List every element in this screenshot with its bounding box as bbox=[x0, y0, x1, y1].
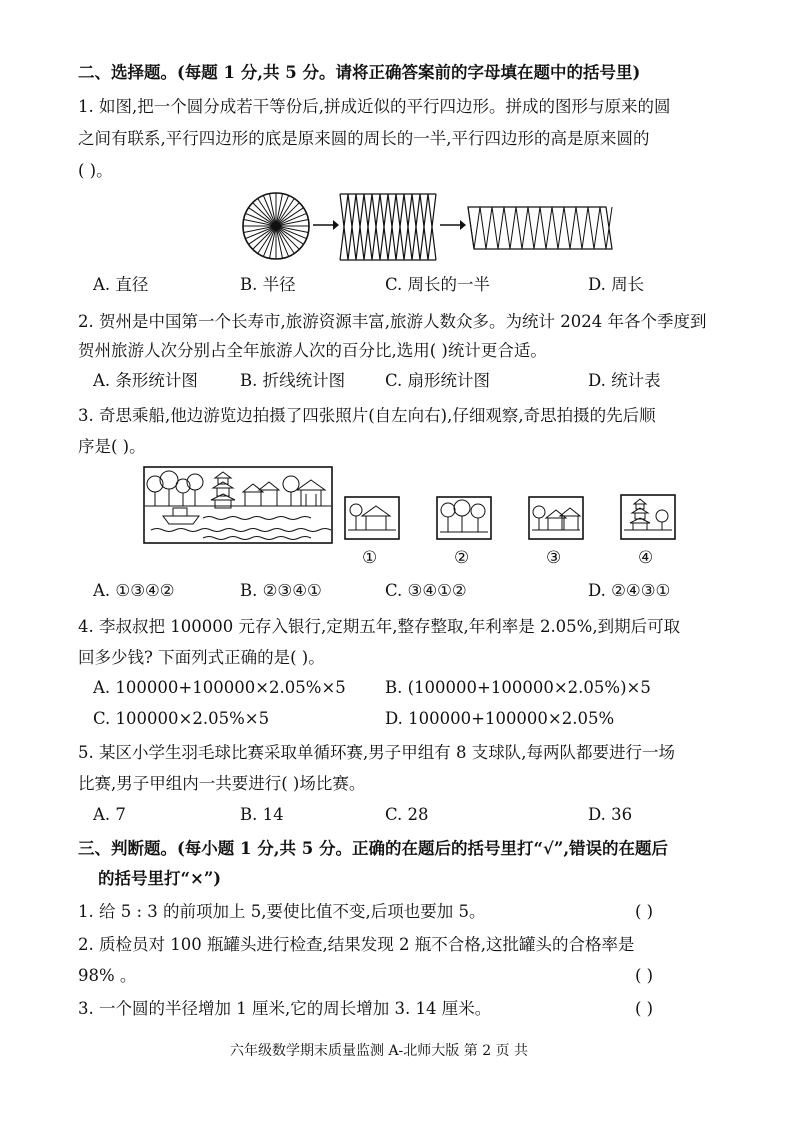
photo-3-houses bbox=[528, 496, 584, 540]
q4-line-1: 4. 李叔叔把 100000 元存入银行,定期五年,整存整取,年利率是 2.05%,到期后可取 bbox=[78, 617, 681, 636]
q4-option-a[interactable]: A. 100000+100000×2.05%×5 bbox=[93, 678, 346, 697]
q4-option-d[interactable]: D. 100000+100000×2.05% bbox=[385, 709, 615, 728]
q5-line-1: 5. 某区小学生羽毛球比赛采取单循环赛,男子甲组有 8 支球队,每两队都要进行一场 bbox=[78, 743, 675, 762]
judge-item-2-line-2: 98% 。 bbox=[78, 966, 137, 985]
q3-option-b[interactable]: B. ②③④① bbox=[240, 581, 322, 600]
section3-heading-line-2: 的括号里打“×”) bbox=[98, 869, 222, 888]
q2-line-2: 贺州旅游人次分别占全年旅游人次的百分比,选用( )统计更合适。 bbox=[78, 341, 547, 360]
photo-4-pagoda bbox=[620, 494, 676, 540]
q4-option-c[interactable]: C. 100000×2.05%×5 bbox=[93, 709, 270, 728]
photo-2-trees bbox=[436, 496, 492, 540]
arrow-right-icon bbox=[313, 218, 339, 232]
q3-option-c[interactable]: C. ③④①② bbox=[385, 581, 467, 600]
q1-option-c[interactable]: C. 周长的一半 bbox=[385, 275, 491, 294]
photo-label-4: ④ bbox=[638, 548, 654, 568]
judge-item-1: 1. 给 5 : 3 的前项加上 5,要使比值不变,后项也要加 5。 bbox=[78, 902, 486, 921]
q3-line-1: 3. 奇思乘船,他边游览边拍摄了四张照片(自左向右),仔细观察,奇思拍摄的先后顺 bbox=[78, 406, 656, 425]
q1-option-a[interactable]: A. 直径 bbox=[93, 275, 149, 294]
q2-option-a[interactable]: A. 条形统计图 bbox=[93, 371, 198, 390]
q4-option-b[interactable]: B. (100000+100000×2.05%)×5 bbox=[385, 678, 651, 697]
page-footer: 六年级数学期末质量监测 A-北师大版 第 2 页 共 bbox=[230, 1043, 528, 1059]
photo-label-3: ③ bbox=[546, 548, 562, 568]
photo-1-pavilion bbox=[344, 496, 400, 540]
judge-answer-1[interactable]: ( ) bbox=[635, 902, 654, 921]
q3-line-2: 序是( )。 bbox=[78, 437, 146, 456]
q1-line-1: 1. 如图,把一个圆分成若干等份后,拼成近似的平行四边形。拼成的图形与原来的圆 bbox=[78, 97, 671, 116]
q2-option-d[interactable]: D. 统计表 bbox=[588, 371, 661, 390]
circle-divided-figure bbox=[240, 190, 312, 262]
section2-heading: 二、选择题。(每题 1 分,共 5 分。请将正确答案前的字母填在题中的括号里) bbox=[78, 63, 641, 82]
q2-option-b[interactable]: B. 折线统计图 bbox=[240, 371, 346, 390]
q5-option-b[interactable]: B. 14 bbox=[240, 805, 284, 824]
q5-option-d[interactable]: D. 36 bbox=[588, 805, 633, 824]
judge-item-3: 3. 一个圆的半径增加 1 厘米,它的周长增加 3. 14 厘米。 bbox=[78, 999, 492, 1018]
q5-option-a[interactable]: A. 7 bbox=[93, 805, 126, 824]
river-scene-picture bbox=[143, 466, 333, 544]
q2-line-1: 2. 贺州是中国第一个长寿市,旅游资源丰富,旅游人数众多。为统计 2024 年各个季度到 bbox=[78, 312, 707, 331]
photo-label-2: ② bbox=[454, 548, 470, 568]
q2-option-c[interactable]: C. 扇形统计图 bbox=[385, 371, 491, 390]
zigzag-parallelogram-large bbox=[338, 192, 438, 262]
q1-option-d[interactable]: D. 周长 bbox=[588, 275, 645, 294]
arrow-right-icon-2 bbox=[440, 218, 466, 232]
photo-label-1: ① bbox=[362, 548, 378, 568]
q5-line-2: 比赛,男子甲组内一共要进行( )场比赛。 bbox=[78, 774, 366, 793]
section3-heading-line-1: 三、判断题。(每小题 1 分,共 5 分。正确的在题后的括号里打“√”,错误的在题后 bbox=[78, 839, 669, 858]
judge-answer-2[interactable]: ( ) bbox=[635, 966, 654, 985]
q3-option-a[interactable]: A. ①③④② bbox=[93, 581, 175, 600]
zigzag-parallelogram-small bbox=[466, 205, 614, 251]
q1-line-2: 之间有联系,平行四边形的底是原来圆的周长的一半,平行四边形的高是原来圆的 bbox=[78, 129, 650, 148]
q3-option-d[interactable]: D. ②④③① bbox=[588, 581, 671, 600]
q5-option-c[interactable]: C. 28 bbox=[385, 805, 429, 824]
q1-line-3: ( )。 bbox=[78, 161, 113, 180]
q4-line-2: 回多少钱? 下面列式正确的是( )。 bbox=[78, 648, 325, 667]
q1-option-b[interactable]: B. 半径 bbox=[240, 275, 296, 294]
judge-answer-3[interactable]: ( ) bbox=[635, 999, 654, 1018]
judge-item-2-line-1: 2. 质检员对 100 瓶罐头进行检查,结果发现 2 瓶不合格,这批罐头的合格率是 bbox=[78, 935, 635, 954]
